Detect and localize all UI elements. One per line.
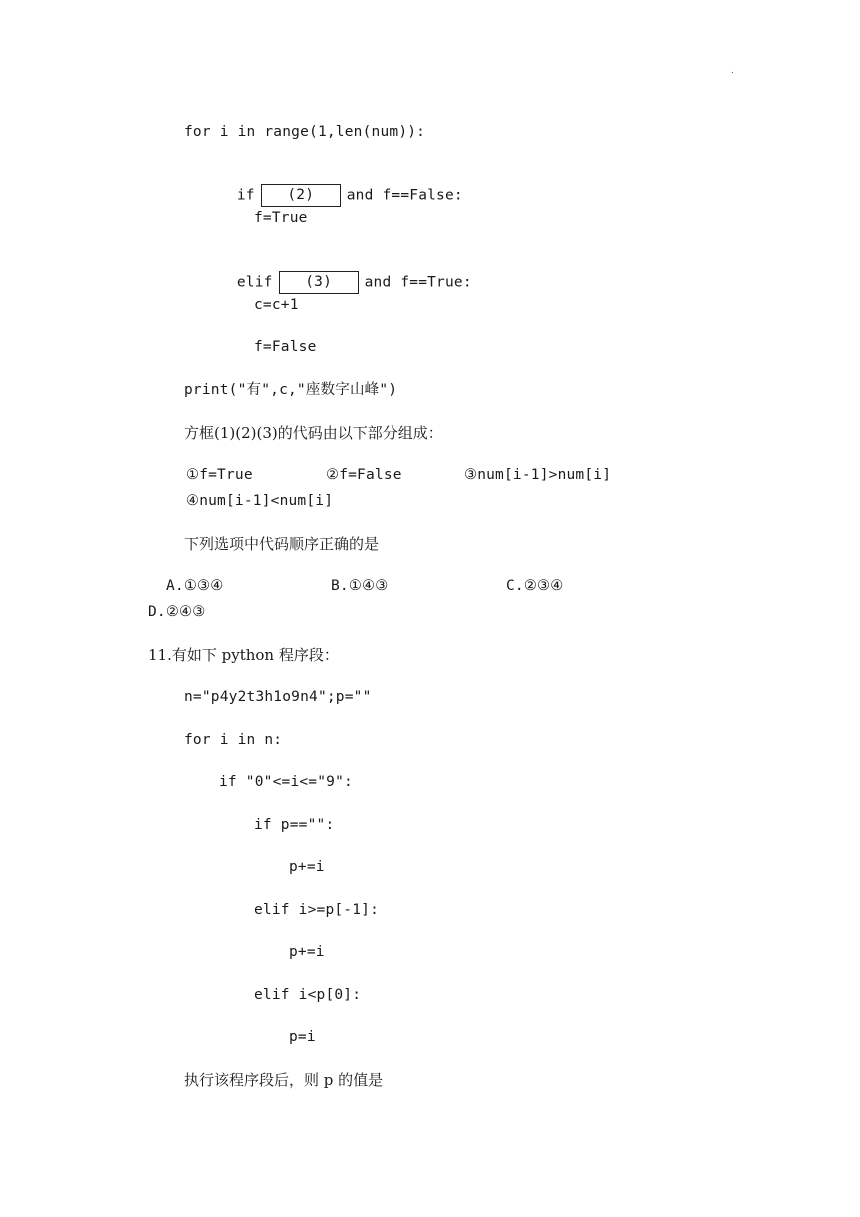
elif-keyword: elif [236,274,273,291]
part-1: ①f=True [186,467,253,483]
elif-condition-rest: and f==True: [364,274,472,291]
if-condition-rest: and f==False: [346,187,463,204]
part-4: ④num[i-1]<num[i] [186,493,334,509]
blank-box-3: (3) [279,271,359,294]
box-description: 方框(1)(2)(3)的代码由以下部分组成： [184,424,443,442]
if-keyword: if [236,187,255,204]
q11-code-line-6: elif i>=p[-1]: [254,902,380,918]
q11-code-line-4: if p=="": [254,817,335,833]
option-c: C.②③④ [506,578,564,594]
option-b: B.①④③ [331,578,389,594]
code-for-line: for i in range(1,len(num)): [184,124,426,140]
q11-ask: 执行该程序段后，则 p 的值是 [184,1071,384,1089]
blank-box-2: (2) [261,184,341,207]
corner-mark: . [731,66,734,76]
q11-code-line-5: p+=i [289,859,325,875]
q11-code-line-9: p=i [289,1029,316,1045]
q11-code-line-1: n="p4y2t3h1o9n4";p="" [184,689,372,705]
q11-code-line-2: for i in n: [184,732,283,748]
code-print-line: print("有",c,"座数字山峰") [184,382,398,398]
part-2: ②f=False [326,467,402,483]
q11-code-line-8: elif i<p[0]: [254,987,362,1003]
question-11-title: 11.有如下 python 程序段： [148,646,339,664]
q11-code-line-3: if "0"<=i<="9": [219,774,353,790]
question-prompt: 下列选项中代码顺序正确的是 [184,535,380,553]
code-elif-line [219,251,472,294]
q11-code-line-7: p+=i [289,944,325,960]
option-d: D.②④③ [148,604,206,620]
option-a: A.①③④ [166,578,224,594]
code-if-line [219,164,463,207]
part-3: ③num[i-1]>num[i] [464,467,612,483]
code-set-true: f=True [254,210,308,226]
code-increment: c=c+1 [254,297,299,313]
code-set-false: f=False [254,339,317,355]
